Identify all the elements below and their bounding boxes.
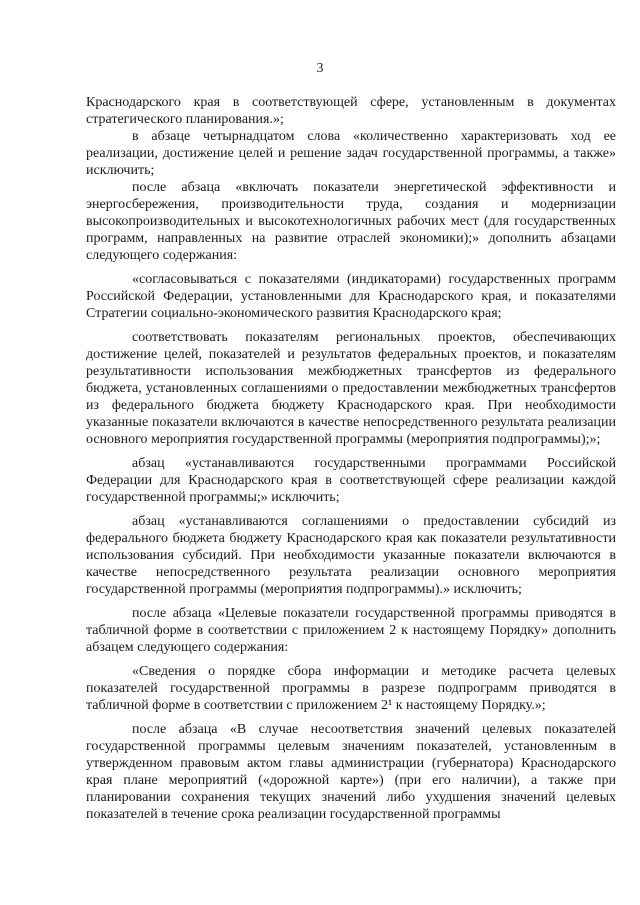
paragraph: после абзаца «Целевые показатели государственной программы приводятся в табличной форме в соответствии с приложением 2 к настоящему Порядку» дополнить абзацем следующего содержания: [86,606,616,655]
paragraph: «Сведения о порядке сбора информации и методике расчета целевых показателей государственной программы в разрезе подпрограмм приводятся в табличной форме в соответствии с приложением 2¹ к настоящему Порядку.»; [86,664,616,713]
page-number: 3 [316,61,324,76]
paragraph: после абзаца «включать показатели энергетической эффективности и энергосбережения, производительности труда, создания и модернизации высокопроизводительных и высокотехнологичных рабочих мест (для государственных программ, направленных на развитие отраслей экономики);» дополнить абзацами следующего содержания: [86,180,616,263]
document-body [86,94,616,823]
paragraph: абзац «устанавливаются государственными программами Российской Федерации для Краснодарского края в соответствующей сфере реализации каждой государственной программы;» исключить; [86,456,616,505]
paragraph: в абзаце четырнадцатом слова «количественно характеризовать ход ее реализации, достижение целей и решение задач государственной программы, а также» исключить; [86,129,616,178]
paragraph: «согласовываться с показателями (индикаторами) государственных программ Российской Федерации, установленными для Краснодарского края, и показателями Стратегии социально-экономического развития Краснодарского края; [86,272,616,321]
paragraph: абзац «устанавливаются соглашениями о предоставлении субсидий из федерального бюджета бюджету Краснодарского края как показатели результативности использования субсидий. При необходимости указанные показатели включаются в качестве непосредственного результата реализации основного мероприятия государственной программы (мероприятия подпрограммы).» исключить; [86,514,616,597]
paragraph: Краснодарского края в соответствующей сфере, установленным в документах стратегического планирования.»; [86,95,616,127]
paragraph: после абзаца «В случае несоответствия значений целевых показателей государственной программы целевым значениям показателей, установленным в утвержденном правовым актом главы администрации (губернатора) Краснодарского края плане мероприятий («дорожной карте») (при его наличии), а также при планировании сохранения текущих значений либо ухудшения значений целевых показателей в течение срока реализации государственной программы [86,722,616,822]
paragraph: соответствовать показателям региональных проектов, обеспечивающих достижение целей, показателей и результатов федеральных проектов, и показателям результативности использования межбюджетных трансфертов из федерального бюджета, установленных соглашениями о предоставлении межбюджетных трансфертов из федерального бюджета бюджету Краснодарского края. При необходимости указанные показатели включаются в качестве непосредственного результата реализации основного мероприятия государственной программы (мероприятия подпрограммы);»; [86,330,616,447]
